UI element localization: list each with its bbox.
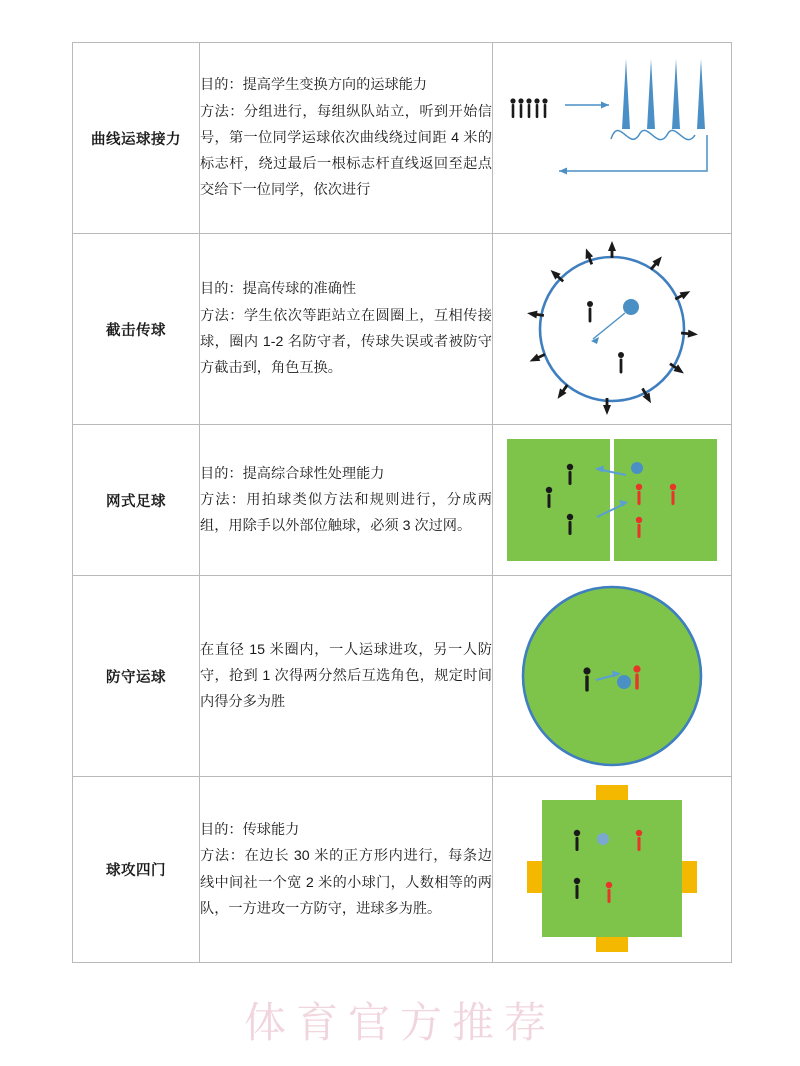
- table-row: [73, 234, 732, 425]
- drill-name: 网式足球: [73, 425, 200, 576]
- drill-description-line: 在直径 15 米圈内，一人运球进攻，另一人防守，抢到 1 次得两分然后互选角色，规定时间内得分多为胜: [200, 641, 492, 711]
- drill-description-line: 目的：提高传球的准确性: [200, 281, 357, 298]
- drill-name: 曲线运球接力: [73, 43, 200, 234]
- drill-figure: [493, 777, 732, 963]
- drill-name: 截击传球: [73, 234, 200, 425]
- drill-description-line: 方法：在边长 30 米的正方形内进行，每条边线中间社一个宽 2 米的小球门，人数相等的两队，一方进攻一方防守，进球多为胜。: [200, 848, 492, 917]
- circle-passing-diagram: [493, 234, 731, 424]
- table-row: [73, 576, 732, 777]
- drill-description-line: 方法：分组进行，每组纵队站立，听到开始信号，第一位同学运球依次曲线绕过间距 4 米的标志杆，绕过最后一根标志杆直线返回至起点交给下一位同学，依次进行: [200, 103, 492, 199]
- table-row: [73, 777, 732, 963]
- drill-description: [200, 576, 493, 777]
- drill-description: [200, 425, 493, 576]
- net-football-court-diagram: [493, 425, 731, 575]
- drill-description-line: 方法：学生依次等距站立在圆圈上，互相传接球，圈内 1-2 名防守者，传球失误或者被防守方截击到，角色互换。: [200, 307, 492, 377]
- four-goal-square-diagram: [493, 777, 731, 962]
- drill-name: 防守运球: [73, 576, 200, 777]
- drill-description: [200, 43, 493, 234]
- cone-slalom-relay-diagram: [493, 43, 731, 233]
- watermark: 体育官方推荐: [243, 1001, 556, 1047]
- drill-description: [200, 234, 493, 425]
- drill-description: [200, 777, 493, 963]
- table-row: [73, 425, 732, 576]
- drill-description-line: 目的：提高综合球性处理能力: [200, 465, 385, 482]
- drill-figure: [493, 43, 732, 234]
- drill-figure: [493, 425, 732, 576]
- drill-figure: [493, 576, 732, 777]
- drill-name: 球攻四门: [73, 777, 200, 963]
- drill-description-line: 方法：用拍球类似方法和规则进行，分成两组，用除手以外部位触球，必须 3 次过网。: [200, 491, 492, 535]
- table-row: [73, 43, 732, 234]
- defend-dribble-circle-diagram: [493, 576, 731, 776]
- drill-description-line: 目的：提高学生变换方向的运球能力: [200, 77, 428, 94]
- drill-figure: [493, 234, 732, 425]
- drills-table: [72, 42, 732, 963]
- drill-description-line: 目的：传球能力: [200, 821, 300, 838]
